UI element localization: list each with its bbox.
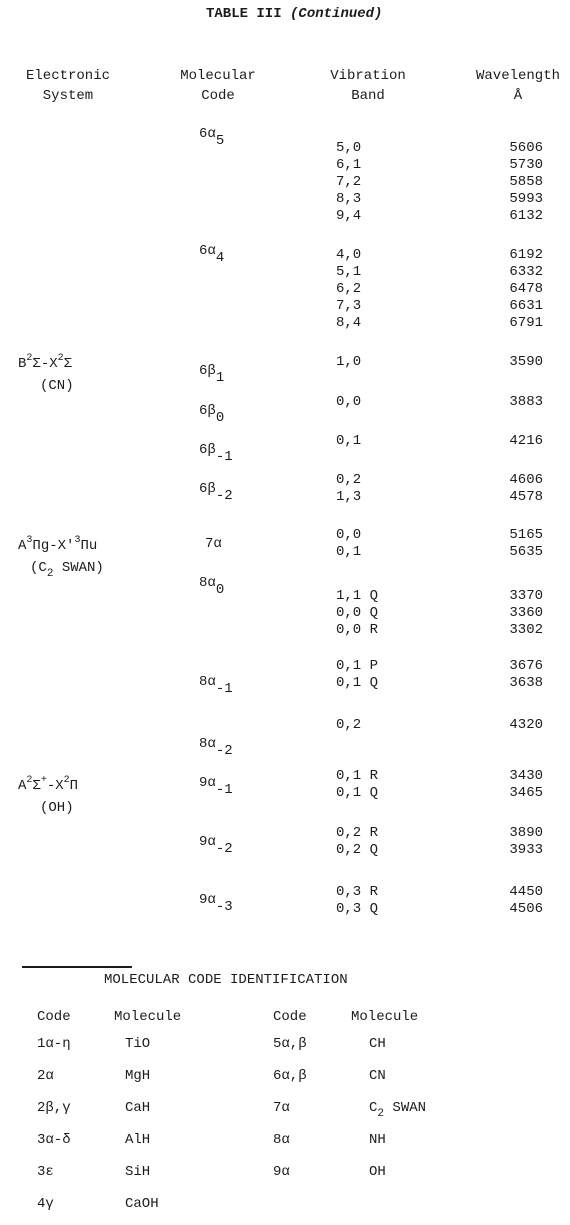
wavelength-cell: 4506 [509, 901, 543, 917]
vibration-band-cell: 8,4 [336, 315, 362, 331]
vibration-band-cell: 1,1 Q [336, 588, 379, 604]
code-6a4: $6\alpha_4$ [199, 243, 225, 266]
wavelength-cell: 5858 [509, 174, 543, 190]
id-header-code-left: Code [37, 1009, 71, 1025]
id-code-left: 4γ [37, 1196, 54, 1212]
wavelength-cell: 3883 [509, 394, 543, 410]
vibration-band-cell: 0,2 R [336, 825, 379, 841]
wavelength-cell: 6478 [509, 281, 543, 297]
id-header-molecule-right: Molecule [351, 1009, 419, 1025]
wavelength-cell: 5165 [509, 527, 543, 543]
id-code-right: 8α [273, 1132, 290, 1148]
vibration-band-cell: 7,2 [336, 174, 362, 190]
code-6b-1: $6\beta_{-1}$ [199, 442, 233, 465]
code-9a-3: $9\alpha_{-3}$ [199, 892, 233, 915]
code-6b-2: $6\beta_{-2}$ [199, 481, 233, 504]
id-code-left: 2β,γ [37, 1100, 71, 1116]
vibration-band-cell: 0,1 [336, 433, 362, 449]
code-7a: 7α [205, 536, 222, 552]
wavelength-cell: 4606 [509, 472, 543, 488]
footnote-rule [22, 966, 132, 968]
system-b-cn-molecule: (CN) [40, 378, 74, 394]
code-9a-2: $9\alpha_{-2}$ [199, 834, 233, 857]
system-a-c2-molecule: ($C_2$ SWAN) [30, 560, 104, 580]
wavelength-cell: 6791 [509, 315, 543, 331]
vibration-band-cell: 0,2 Q [336, 842, 379, 858]
id-molecule-left: MgH [125, 1068, 151, 1084]
header-wavelength: Wavelength Å [475, 68, 560, 104]
table-title-main: TABLE III [206, 6, 282, 22]
vibration-band-cell: 1,0 [336, 354, 362, 370]
vibration-band-cell: 5,1 [336, 264, 362, 280]
vibration-band-cell: 4,0 [336, 247, 362, 263]
vibration-band-cell: 0,0 [336, 394, 362, 410]
id-molecule-left: CaH [125, 1100, 151, 1116]
id-code-left: 1α-η [37, 1036, 71, 1052]
vibration-band-cell: 0,2 [336, 717, 362, 733]
wavelength-cell: 5993 [509, 191, 543, 207]
wavelength-cell: 3590 [509, 354, 543, 370]
id-molecule-left: SiH [125, 1164, 151, 1180]
wavelength-cell: 5606 [509, 140, 543, 156]
vibration-band-cell: 0,1 R [336, 768, 379, 784]
wavelength-cell: 3676 [509, 658, 543, 674]
code-6b0: $6\beta_0$ [199, 403, 225, 426]
vibration-band-cell: 1,3 [336, 489, 362, 505]
wavelength-cell: 3933 [509, 842, 543, 858]
vibration-band-cell: 0,2 [336, 472, 362, 488]
wavelength-cell: 4320 [509, 717, 543, 733]
vibration-band-cell: 0,1 P [336, 658, 379, 674]
id-molecule-right: CN [369, 1068, 386, 1084]
wavelength-cell: 3360 [509, 605, 543, 621]
id-molecule-left: AlH [125, 1132, 151, 1148]
vibration-band-cell: 7,3 [336, 298, 362, 314]
vibration-band-cell: 0,0 [336, 527, 362, 543]
id-molecule-left: CaOH [125, 1196, 159, 1212]
vibration-band-cell: 9,4 [336, 208, 362, 224]
system-a-c2: $A^3\Pi g-X'^3\Pi u$ [18, 535, 98, 554]
wavelength-cell: 5635 [509, 544, 543, 560]
id-molecule-right: OH [369, 1164, 386, 1180]
id-code-right: 9α [273, 1164, 290, 1180]
table-title [206, 6, 382, 22]
wavelength-cell: 3638 [509, 675, 543, 691]
vibration-band-cell: 5,0 [336, 140, 362, 156]
vibration-band-cell: 0,0 Q [336, 605, 379, 621]
id-code-left: 2α [37, 1068, 54, 1084]
header-molecular-code: Molecular Code [180, 68, 256, 104]
wavelength-cell: 3430 [509, 768, 543, 784]
id-code-right: 7α [273, 1100, 290, 1116]
vibration-band-cell: 0,1 [336, 544, 362, 560]
wavelength-cell: 4578 [509, 489, 543, 505]
vibration-band-cell: 0,3 R [336, 884, 379, 900]
vibration-band-cell: 0,0 R [336, 622, 379, 638]
vibration-band-cell: 8,3 [336, 191, 362, 207]
code-6b1: $6\beta_1$ [199, 363, 225, 386]
id-code-right: 5α,β [273, 1036, 307, 1052]
vibration-band-cell: 0,1 Q [336, 785, 379, 801]
header-vibration-band: Vibration Band [330, 68, 406, 104]
vibration-band-cell: 0,1 Q [336, 675, 379, 691]
wavelength-cell: 4450 [509, 884, 543, 900]
wavelength-cell: 6132 [509, 208, 543, 224]
wavelength-cell: 3890 [509, 825, 543, 841]
vibration-band-cell: 0,3 Q [336, 901, 379, 917]
id-code-left: 3α-δ [37, 1132, 71, 1148]
wavelength-cell: 3302 [509, 622, 543, 638]
wavelength-cell: 6631 [509, 298, 543, 314]
code-6a5: $6\alpha_5$ [199, 126, 225, 149]
code-8a-1: $8\alpha_{-1}$ [199, 674, 233, 697]
id-code-right: 6α,β [273, 1068, 307, 1084]
system-a-oh-molecule: (OH) [40, 800, 74, 816]
wavelength-cell: 3370 [509, 588, 543, 604]
id-molecule-right: NH [369, 1132, 386, 1148]
wavelength-cell: 3465 [509, 785, 543, 801]
wavelength-cell: 6332 [509, 264, 543, 280]
code-8a0: $8\alpha_0$ [199, 575, 225, 598]
code-8a-2: $8\alpha_{-2}$ [199, 736, 233, 759]
id-header-code-right: Code [273, 1009, 307, 1025]
header-electronic-system: Electronic System [25, 68, 110, 104]
id-header-molecule-left: Molecule [114, 1009, 182, 1025]
vibration-band-cell: 6,1 [336, 157, 362, 173]
identification-title: MOLECULAR CODE IDENTIFICATION [104, 972, 348, 988]
vibration-band-cell: 6,2 [336, 281, 362, 297]
id-molecule-right: $C_2$ SWAN [369, 1100, 427, 1120]
system-a-oh: $A^2\Sigma^+-X^2\Pi$ [18, 775, 79, 794]
wavelength-cell: 5730 [509, 157, 543, 173]
wavelength-cell: 4216 [509, 433, 543, 449]
id-code-left: 3ε [37, 1164, 54, 1180]
id-molecule-left: TiO [125, 1036, 151, 1052]
table-title-note: (Continued) [290, 6, 383, 22]
id-molecule-right: CH [369, 1036, 386, 1052]
wavelength-cell: 6192 [509, 247, 543, 263]
system-b-cn: $B^2\Sigma-X^2\Sigma$ [18, 353, 73, 372]
code-9a-1: $9\alpha_{-1}$ [199, 775, 233, 798]
